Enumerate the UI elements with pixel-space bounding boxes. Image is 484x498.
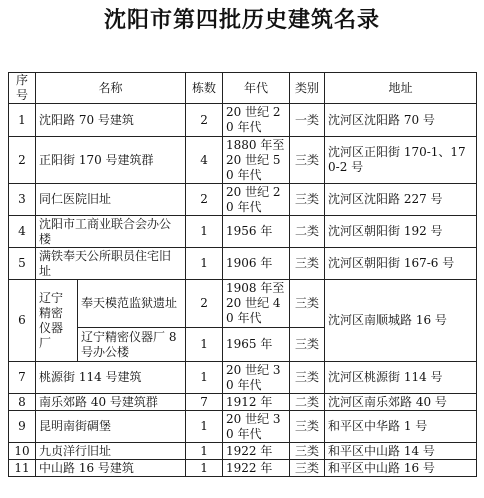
row-count: 1 [186, 443, 223, 460]
row-name: 同仁医院旧址 [36, 184, 186, 216]
row-category: 三类 [290, 328, 325, 362]
row-category: 三类 [290, 460, 325, 477]
header-address: 地址 [325, 73, 477, 104]
table-row [9, 216, 477, 248]
row-era: 20 世纪 30 年代 [223, 411, 290, 443]
row-no: 7 [9, 362, 36, 394]
row-category: 三类 [290, 248, 325, 280]
row-address: 和平区中华路 1 号 [325, 411, 477, 443]
table-row [9, 460, 477, 477]
row-category: 三类 [290, 280, 325, 328]
heritage-table [8, 72, 477, 477]
row-address: 沈河区南乐郊路 40 号 [325, 394, 477, 411]
table-row [9, 411, 477, 443]
row-address: 沈河区桃源街 114 号 [325, 362, 477, 394]
row-no: 1 [9, 104, 36, 137]
row-no: 6 [9, 280, 36, 362]
table-row [9, 184, 477, 216]
row-era: 20 世纪 20 年代 [223, 104, 290, 137]
row-name: 正阳街 170 号建筑群 [36, 137, 186, 184]
row-name: 满铁奉天公所职员住宅旧址 [36, 248, 186, 280]
row-count: 1 [186, 411, 223, 443]
row-category: 三类 [290, 137, 325, 184]
row-name: 南乐郊路 40 号建筑群 [36, 394, 186, 411]
row-count: 1 [186, 460, 223, 477]
row-count: 1 [186, 328, 223, 362]
row-no: 9 [9, 411, 36, 443]
row-no: 4 [9, 216, 36, 248]
row-count: 1 [186, 362, 223, 394]
row-category: 三类 [290, 443, 325, 460]
row-era: 1922 年 [223, 460, 290, 477]
table-row [9, 394, 477, 411]
row-address: 沈河区朝阳街 167-6 号 [325, 248, 477, 280]
row-era: 1956 年 [223, 216, 290, 248]
row-no: 3 [9, 184, 36, 216]
row-era: 1880 年至 20 世纪 50 年代 [223, 137, 290, 184]
row-category: 三类 [290, 184, 325, 216]
row-no: 11 [9, 460, 36, 477]
table-row [9, 362, 477, 394]
header-category: 类别 [290, 73, 325, 104]
row-address: 和平区中山路 16 号 [325, 460, 477, 477]
row-era: 1908 年至 20 世纪 40 年代 [223, 280, 290, 328]
row-name: 桃源街 114 号建筑 [36, 362, 186, 394]
row-no: 10 [9, 443, 36, 460]
page-title: 沈阳市第四批历史建筑名录 [103, 8, 380, 33]
row-era: 20 世纪 30 年代 [223, 362, 290, 394]
row-count: 2 [186, 280, 223, 328]
header-no: 序号 [9, 73, 36, 104]
row-category: 三类 [290, 411, 325, 443]
row-count: 4 [186, 137, 223, 184]
row-category: 三类 [290, 362, 325, 394]
row-count: 2 [186, 184, 223, 216]
row-name: 沈阳路 70 号建筑 [36, 104, 186, 137]
row-address: 沈河区正阳街 170-1、170-2 号 [325, 137, 477, 184]
row-era: 20 世纪 20 年代 [223, 184, 290, 216]
row-name: 奉天模范监狱遗址 [78, 280, 186, 328]
row-address: 沈河区朝阳街 192 号 [325, 216, 477, 248]
row-name: 辽宁精密仪器厂 8 号办公楼 [78, 328, 186, 362]
row-name: 沈阳市工商业联合会办公楼 [36, 216, 186, 248]
row-no: 5 [9, 248, 36, 280]
row-no: 8 [9, 394, 36, 411]
row-count: 1 [186, 248, 223, 280]
table-row [9, 248, 477, 280]
row-address: 和平区中山路 14 号 [325, 443, 477, 460]
row-count: 1 [186, 216, 223, 248]
row-name: 昆明南街碉堡 [36, 411, 186, 443]
header-name: 名称 [36, 73, 186, 104]
row-category: 二类 [290, 394, 325, 411]
row-era: 1912 年 [223, 394, 290, 411]
table-row [9, 104, 477, 137]
row-group-name: 辽宁精密仪器厂 [36, 280, 78, 362]
row-no: 2 [9, 137, 36, 184]
row-era: 1965 年 [223, 328, 290, 362]
header-count: 栋数 [186, 73, 223, 104]
table-row [9, 137, 477, 184]
table-row [9, 443, 477, 460]
row-count: 7 [186, 394, 223, 411]
row-category: 二类 [290, 216, 325, 248]
row-era: 1906 年 [223, 248, 290, 280]
row-category: 一类 [290, 104, 325, 137]
row-address: 沈河区沈阳路 70 号 [325, 104, 477, 137]
row-address: 沈河区南顺城路 16 号 [325, 280, 477, 362]
row-name: 中山路 16 号建筑 [36, 460, 186, 477]
row-address: 沈河区沈阳路 227 号 [325, 184, 477, 216]
table-row [9, 280, 477, 328]
row-era: 1922 年 [223, 443, 290, 460]
row-name: 九贞洋行旧址 [36, 443, 186, 460]
row-count: 2 [186, 104, 223, 137]
header-era: 年代 [223, 73, 290, 104]
table-header-row [9, 73, 477, 104]
